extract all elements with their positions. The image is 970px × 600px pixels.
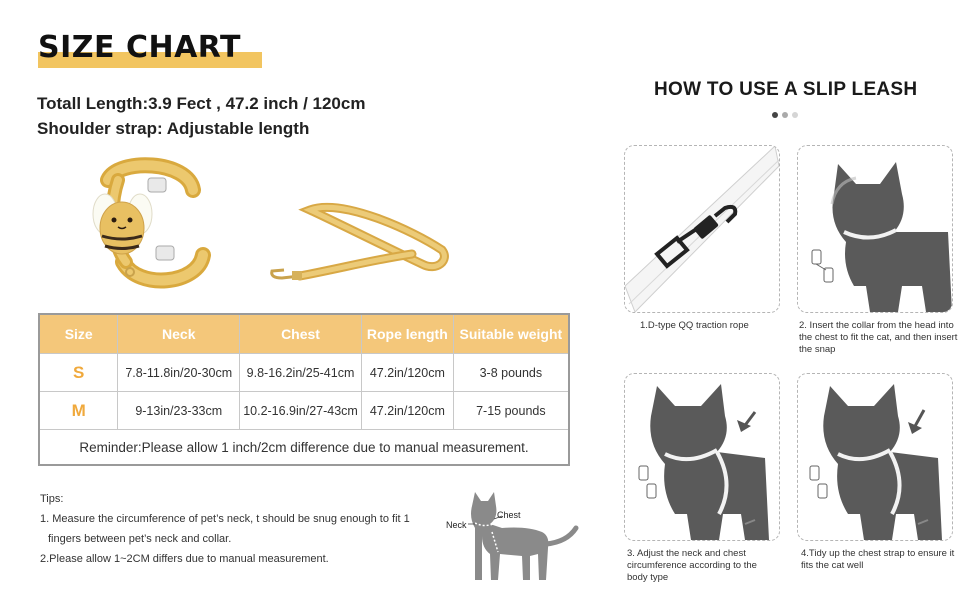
size-cell: M: [39, 392, 118, 430]
indicator-dot-active: [772, 112, 778, 118]
tip-1: 1. Measure the circumference of pet’s neck, t should be snug enough to fit 1: [40, 513, 410, 525]
column-header-chest: Chest: [240, 314, 362, 354]
neck-label: Neck: [446, 520, 467, 530]
measurement-reminder: Reminder:Please allow 1 inch/2cm difference due to manual measurement.: [39, 430, 569, 466]
cat-measurement-diagram: [442, 488, 582, 588]
indicator-dot: [782, 112, 788, 118]
column-header-rope-length: Rope length: [361, 314, 453, 354]
neck-cell: 7.8-11.8in/20-30cm: [118, 354, 240, 392]
step-4-panel: [797, 373, 953, 541]
tip-1-continued: fingers between pet’s neck and collar.: [48, 533, 232, 545]
size-table: [38, 313, 570, 466]
step-1-panel: [624, 145, 780, 313]
table-header-row: [39, 314, 569, 354]
chest-cell: 9.8-16.2in/25-41cm: [240, 354, 362, 392]
table-row: [39, 392, 569, 430]
tips-heading: Tips:: [40, 493, 64, 505]
tips-block: [40, 489, 410, 569]
insert-collar-illustration: [798, 146, 952, 312]
weight-cell: 3-8 pounds: [453, 354, 569, 392]
total-length-spec: Totall Length:3.9 Fect , 47.2 inch / 120cm: [37, 94, 366, 113]
size-chart-title-block: [38, 30, 241, 65]
neck-cell: 9-13in/23-33cm: [118, 392, 240, 430]
shoulder-strap-spec: Shoulder strap: Adjustable length: [37, 119, 310, 138]
tidy-chest-strap-illustration: [798, 374, 952, 540]
chest-cell: 10.2-16.9in/27-43cm: [240, 392, 362, 430]
weight-cell: 7-15 pounds: [453, 392, 569, 430]
tip-2: 2.Please allow 1~2CM differs due to manual measurement.: [40, 553, 329, 565]
step-3-caption: 3. Adjust the neck and chest circumference according to the body type: [627, 548, 757, 583]
step-1-caption: 1.D-type QQ traction rope: [640, 320, 749, 331]
column-header-neck: Neck: [118, 314, 240, 354]
traction-rope-illustration: [625, 146, 779, 312]
adjust-harness-illustration: [625, 374, 779, 540]
harness-collar-image: [78, 150, 218, 300]
column-header-suitable-weight: Suitable weight: [453, 314, 569, 354]
step-2-caption: 2. Insert the collar from the head into the chest to fit the cat, and then insert the snap: [799, 320, 958, 355]
table-row: [39, 354, 569, 392]
column-header-size: Size: [39, 314, 118, 354]
rope-length-cell: 47.2in/120cm: [361, 392, 453, 430]
step-3-panel: [624, 373, 780, 541]
how-to-heading: HOW TO USE A SLIP LEASH: [654, 79, 918, 100]
reminder-row: [39, 430, 569, 466]
size-cell: S: [39, 354, 118, 392]
step-2-panel: [797, 145, 953, 313]
leash-image: [262, 180, 452, 290]
step-4-caption: 4.Tidy up the chest strap to ensure it fits the cat well: [801, 548, 955, 571]
rope-length-cell: 47.2in/120cm: [361, 354, 453, 392]
chest-label: Chest: [497, 510, 521, 520]
page-title: SIZE CHART: [38, 30, 242, 65]
indicator-dot: [792, 112, 798, 118]
